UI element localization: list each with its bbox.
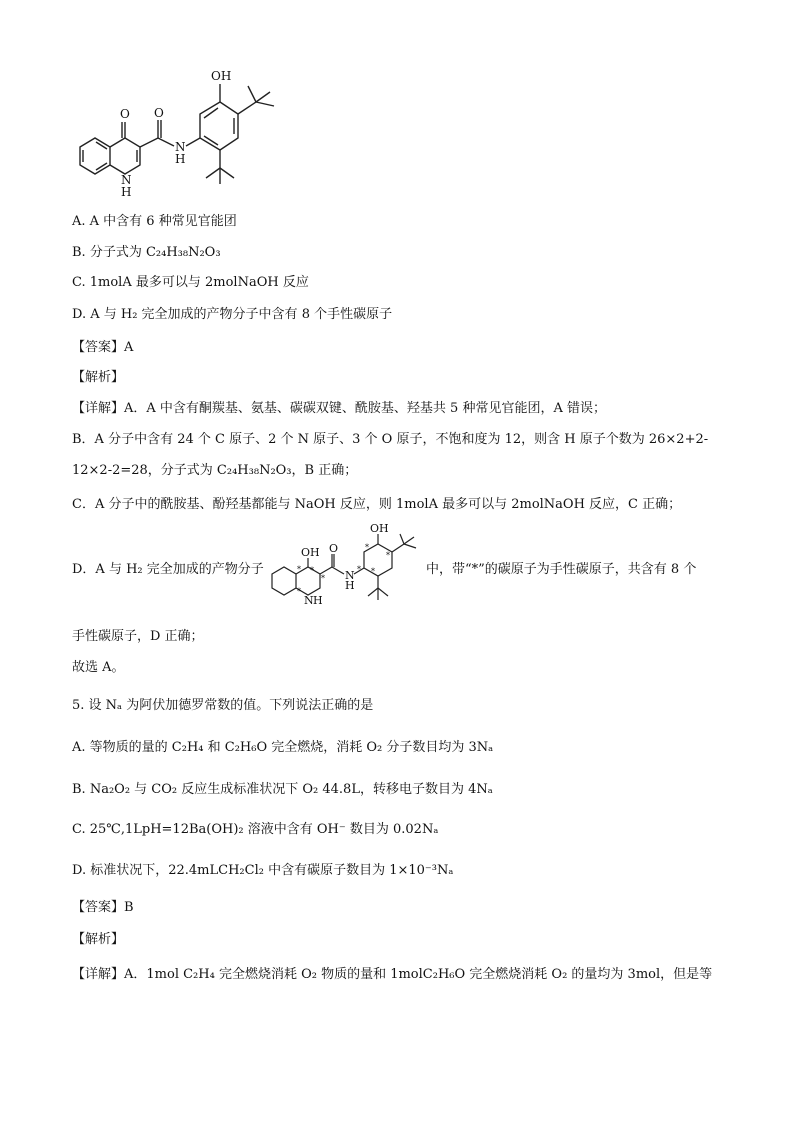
q4-detail-b1: B．A 分子中含有 24 个 C 原子、2 个 N 原子、3 个 O 原子，不饱和度为 12，则含 H 原子个数为 26×2+2- <box>72 432 709 447</box>
molecule-b-amide-h-label: H <box>345 579 355 592</box>
q4-detail-c: C．A 分子中的酰胺基、酚羟基都能与 NaOH 反应，则 1molA 最多可以与 2molNaOH 反应，C 正确； <box>72 497 682 512</box>
q4-analysis-title: 【解析】 <box>72 370 125 385</box>
q5-option-b: B. Na₂O₂ 与 CO₂ 反应生成标准状况下 O₂ 44.8L，转移电子数目为 4Nₐ <box>72 782 493 797</box>
chiral-star-1: * <box>297 565 301 574</box>
q4-option-b: B. 分子式为 C₂₄H₃₈N₂O₃ <box>72 245 221 260</box>
q5-option-c: C. 25℃,1LpH=12Ba(OH)₂ 溶液中含有 OH⁻ 数目为 0.02Nₐ <box>72 822 439 837</box>
molecule-b-amide-o-label: O <box>329 542 339 555</box>
q4-detail-b2: 12×2-2=28，分子式为 C₂₄H₃₈N₂O₃，B 正确； <box>72 463 358 478</box>
q5-analysis-title: 【解析】 <box>72 932 125 947</box>
chiral-star-2: * <box>297 587 301 596</box>
q4-option-a: A. A 中含有 6 种常见官能团 <box>72 214 237 229</box>
q4-detail-a: 【详解】A．A 中含有酮羰基、氨基、碳碳双键、酰胺基、羟基共 5 种常见官能团，A 错误； <box>72 401 606 416</box>
q4-detail-d-before: D．A 与 H₂ 完全加成的产物分子 <box>72 562 264 577</box>
molecule-a-ring-h-label: H <box>121 185 132 197</box>
molecule-a-o-label: O <box>120 107 130 121</box>
molecule-b-structure <box>268 522 424 612</box>
q4-detail-d2: 手性碳原子，D 正确； <box>72 629 204 644</box>
molecule-a-amide-o-label: O <box>154 106 164 120</box>
molecule-a-structure <box>70 62 290 197</box>
q4-option-c: C. 1molA 最多可以与 2molNaOH 反应 <box>72 275 309 290</box>
molecule-b-left-oh-label: OH <box>301 546 320 559</box>
molecule-a-ring-n-label: N <box>121 173 132 187</box>
chiral-star-8: * <box>371 567 375 576</box>
molecule-a-oh-label: OH <box>211 69 232 83</box>
q5-answer: 【答案】B <box>72 900 134 915</box>
q4-option-d: D. A 与 H₂ 完全加成的产物分子中含有 8 个手性碳原子 <box>72 307 393 322</box>
molecule-b-right-oh-label: OH <box>370 522 389 535</box>
chiral-star-6: * <box>357 565 361 574</box>
q5-option-d: D. 标准状况下，22.4mLCH₂Cl₂ 中含有碳原子数目为 1×10⁻³Nₐ <box>72 863 454 878</box>
chiral-star-5: * <box>365 543 369 552</box>
chiral-star-4: * <box>321 574 325 583</box>
molecule-b-ring-n-label: N <box>304 594 314 607</box>
q4-detail-d-after: 中，带“*”的碳原子为手性碳原子，共含有 8 个 <box>426 562 697 577</box>
q5-detail: 【详解】A．1mol C₂H₄ 完全燃烧消耗 O₂ 物质的量和 1molC₂H₆O 完全燃烧消耗 O₂ 的量均为 3mol，但是等 <box>72 967 713 982</box>
q4-answer: 【答案】A <box>72 340 134 355</box>
q4-conclusion: 故选 A。 <box>72 660 125 675</box>
molecule-a-amide-n-label: N <box>175 140 186 154</box>
molecule-b-amide-n-label: N <box>345 569 355 582</box>
q5-option-a: A. 等物质的量的 C₂H₄ 和 C₂H₆O 完全燃烧，消耗 O₂ 分子数目均为 3Nₐ <box>72 740 494 755</box>
chiral-star-3: * <box>310 566 314 575</box>
molecule-b-ring-h-label: H <box>313 594 323 607</box>
q5-stem: 5. 设 Nₐ 为阿伏加德罗常数的值。下列说法正确的是 <box>72 698 374 713</box>
chiral-star-7: * <box>386 551 390 560</box>
molecule-a-amide-h-label: H <box>175 152 186 166</box>
